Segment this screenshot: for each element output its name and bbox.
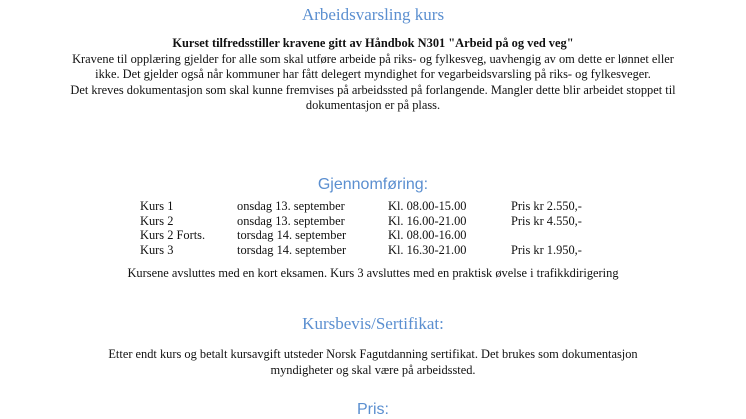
course-price: Pris kr 1.950,- xyxy=(511,242,582,257)
intro-paragraph-1: Kravene til opplæring gjelder for alle som skal utføre arbeide på riks- og fylkesveg, uavhengig av om dette er lønnet eller ikke. Det gjelder også når kommuner har fått delegert myndighet for vegarbeidsvarsling på riks- og fylkesveger. xyxy=(72,51,674,81)
course-name: Kurs 2 xyxy=(140,213,174,228)
course-name: Kurs 3 xyxy=(140,242,174,257)
course-price xyxy=(511,228,611,243)
course-time: Kl. 16.00-21.00 xyxy=(388,213,467,228)
schedule-row xyxy=(140,228,611,243)
page-title: Arbeidsvarsling kurs xyxy=(301,5,445,24)
price-heading: Pris: xyxy=(357,401,389,418)
course-name: Kurs 2 Forts. xyxy=(140,228,206,242)
course-date: torsdag 14. september xyxy=(237,242,347,257)
intro-section xyxy=(60,36,686,114)
schedule-note: Kursene avsluttes med en kort eksamen. Kurs 3 avsluttes med en praktisk øvelse i trafikkdirigering xyxy=(127,266,619,280)
course-time: Kl. 08.00-16.00 xyxy=(388,228,467,242)
course-time: Kl. 16.30-21.00 xyxy=(388,242,467,257)
course-date: torsdag 14. september xyxy=(237,228,347,242)
course-time: Kl. 08.00-15.00 xyxy=(388,199,467,213)
intro-lead: Kurset tilfredsstiller kravene gitt av Håndbok N301 "Arbeid på og ved veg" xyxy=(172,36,574,50)
schedule-row xyxy=(140,214,611,229)
schedule-heading: Gjennomføring: xyxy=(317,176,429,193)
certificate-text: Etter endt kurs og betalt kursavgift utsteder Norsk Fagutdanning sertifikat. Det brukes som dokumentasjon myndigheter og skal være på arbeidssted. xyxy=(108,347,638,377)
course-date: onsdag 13. september xyxy=(237,199,345,213)
schedule-row xyxy=(140,199,611,214)
intro-paragraph-2: Det kreves dokumentasjon som skal kunne fremvises på arbeidssted på forlangende. Mangler dette blir arbeidet stoppet til dokumentasjon er på plass. xyxy=(70,82,676,112)
schedule-row xyxy=(140,243,611,258)
course-name: Kurs 1 xyxy=(140,199,174,213)
schedule-table xyxy=(140,199,611,257)
course-date: onsdag 13. september xyxy=(237,213,345,228)
course-price: Pris kr 4.550,- xyxy=(511,213,582,228)
course-price: Pris kr 2.550,- xyxy=(511,199,582,213)
certificate-heading: Kursbevis/Sertifikat: xyxy=(302,314,444,333)
